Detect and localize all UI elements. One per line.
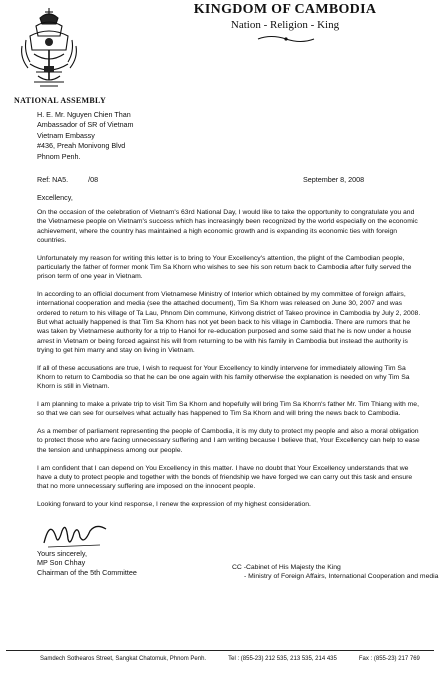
cc-line: CC -Cabinet of His Majesty the King: [232, 564, 341, 571]
national-emblem-icon: [16, 6, 82, 92]
body-paragraph: As a member of parliament representing the people of Cambodia, it is my duty to protect my people and also a moral obligation to protect those who are facing unnecessary suffering and I am writing because I believe that, Your Excellency can help to ease the tension and unhappiness among our people.: [37, 428, 420, 454]
body-paragraph: In according to an official document from Vietnamese Ministry of Interior which obtained by my committee of foreign affairs, international cooperation and media (see the attached document), Tim Sa Khorn was released on June 30, 2007 and was ordered to return to his village of Ta Lau, Phnom Din commune, Kirivong district of Takeo province in Cambodia by July 2, 2008. But what actually happened is that Tim Sa Khorn has not yet been back to his village in Cambodia. There are rumors that he was taken by Vietnamese authority for a trip to Hanoi for re-education purposed and some said that he is now under a house arrest in Vietnam or being forced against his will from returning to be with his family in Cambodia but instead the authority is trying to get him marry and stay on living in Vietnam.: [37, 291, 421, 354]
national-motto: Nation - Religion - King: [230, 19, 340, 31]
recipient-line: Ambassador of SR of Vietnam: [37, 120, 134, 130]
recipient-line: Phnom Penh.: [37, 151, 81, 161]
recipient-address: [37, 110, 134, 162]
recipient-line: Vietnam Embassy: [37, 130, 95, 140]
body-paragraph: Unfortunately my reason for writing this letter is to bring to Your Excellency's attention, the plight of the Cambodian people, particularly the father of former monk Tim Sa Khorn who wishes to see his son return back to Cambodia after fully served the prison term of one year in Vietnam.: [37, 254, 412, 281]
footer-divider: [6, 650, 434, 651]
institution-name: NATIONAL ASSEMBLY: [14, 96, 107, 105]
footer-telephone: Tel : (855-23) 212 535, 213 535, 214 435: [228, 656, 337, 662]
cc-line: - Ministry of Foreign Affairs, International Cooperation and media: [244, 573, 439, 581]
body-paragraph: On the occasion of the celebration of Vietnam's 63rd National Day, I would like to take the opportunity to congratulate you and the Vietnamese people on Vietnam's success which has increasingly been recognized by the world especially on the economic achievement, where the country has maintained a high economic growth and is expanding its economic ties with foreign countries.: [37, 209, 418, 244]
body-paragraph: I am planning to make a private trip to visit Tim Sa Khorn and hopefully will bring Tim Sa Khorn's father Mr. Tim Thiang with me, so that we can see for ourselves what actually has happened to Tim Sa Khorn and will bring the news back to Cambodia.: [37, 401, 419, 418]
handwritten-signature-icon: [40, 517, 110, 551]
salutation: Excellency,: [37, 193, 73, 202]
reference-number: Ref: NA5. /08: [37, 175, 99, 184]
cc-list: [232, 563, 438, 582]
closing-sincerely: Yours sincerely,: [37, 549, 87, 558]
kingdom-heading: KINGDOM OF CAMBODIA: [193, 2, 377, 17]
flourish-ornament-icon: [256, 34, 316, 44]
body-paragraph: I am confident that I can depend on You Excellency in this matter. I have no doubt that Your Excellency understands that we have a duty to protect people and together with the bonds of friendship we have forged we can carry out this task and ensure that no more unnecessary suffering are imposed on the innocent people.: [37, 464, 413, 491]
signatory-name: MP Son Chhay: [37, 558, 86, 568]
letter-body: [37, 208, 423, 518]
body-paragraph: If all of these accusations are true, I wish to request for Your Excellency to kindly intervene for immediately allowing Tim Sa Khorn to return to Cambodia so that he can be one again with his family otherwise the explanation is needed on why Tim Sa Khorn is still in Vietnam.: [37, 364, 410, 391]
footer-fax: Fax : (855-23) 217 769: [358, 656, 420, 662]
body-paragraph: Looking forward to your kind response, I renew the expression of my highest consideration.: [37, 500, 311, 508]
footer: [40, 656, 430, 662]
closing-block: [37, 549, 137, 577]
signatory-title: Chairman of the 5th Committee: [37, 567, 137, 577]
recipient-line: H. E. Mr. Nguyen Chien Than: [37, 110, 131, 119]
recipient-line: #436, Preah Monivong Blvd: [37, 141, 126, 151]
letter-date: September 8, 2008: [303, 175, 365, 184]
footer-address: Samdech Sothearos Street, Sangkat Chatomuk, Phnom Penh.: [40, 656, 207, 662]
